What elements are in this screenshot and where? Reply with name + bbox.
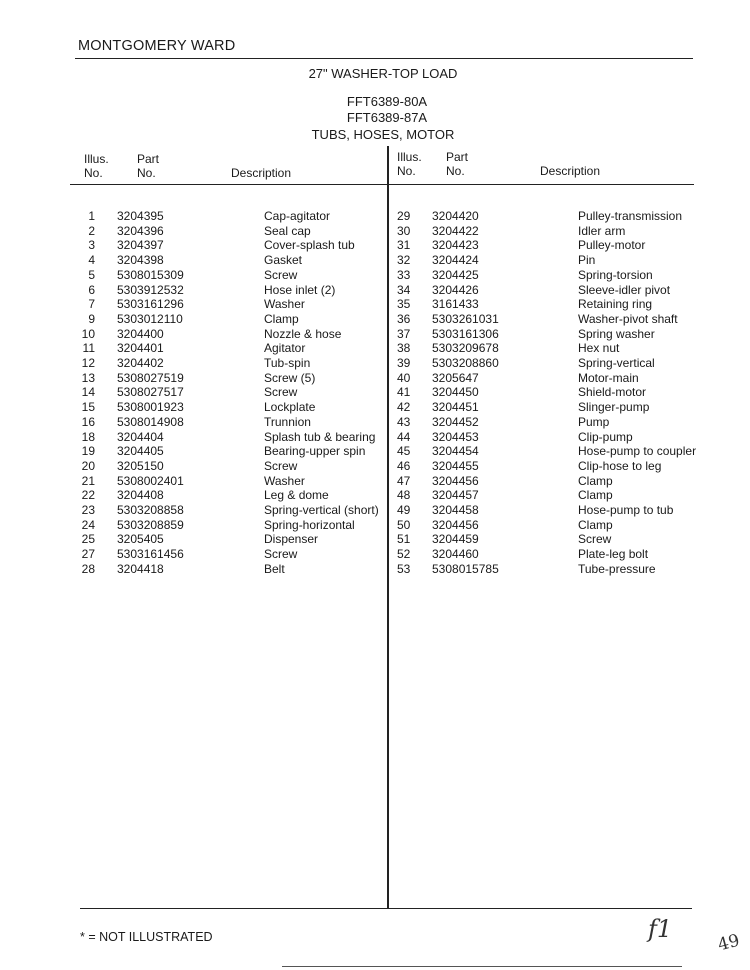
bottom-rule [80, 908, 692, 909]
left-part-no: 3205150 [117, 458, 164, 473]
handwritten-mark-f1: f1 [648, 915, 673, 943]
right-description: Hex nut [578, 341, 620, 356]
left-col-illus-header: Illus. No. [84, 152, 109, 180]
right-description: Screw [578, 532, 612, 547]
right-illus-no: 31 [397, 238, 411, 253]
right-part-no: 3204420 [432, 209, 479, 223]
left-illus-no: 13 [81, 370, 95, 385]
left-illus-no: 4 [88, 253, 95, 268]
right-illus-no: 43 [397, 414, 411, 429]
left-part-no: 3204404 [117, 429, 164, 444]
left-col-desc-header: Description [231, 166, 292, 180]
handwritten-page-number: 49 [715, 930, 742, 956]
left-illus-no: 7 [88, 297, 95, 312]
right-part-no: 3204422 [432, 223, 479, 238]
right-part-no: 3204424 [432, 253, 479, 268]
right-illus-no: 38 [397, 341, 411, 356]
brand-name: MONTGOMERY WARD [78, 38, 236, 54]
left-illus-no: 14 [81, 385, 95, 400]
right-part-no: 3204456 [432, 473, 479, 488]
right-illus-no: 45 [397, 444, 411, 459]
left-description: Washer [264, 473, 305, 488]
left-illus-no: 21 [81, 473, 95, 488]
left-illus-no: 5 [88, 267, 95, 282]
right-part-no: 3204458 [432, 503, 479, 517]
right-part-no: 3204456 [432, 517, 479, 532]
top-rule [75, 58, 693, 59]
footer-rule [282, 966, 682, 967]
right-description: Shield-motor [578, 385, 647, 400]
right-illus-no: 39 [397, 356, 411, 370]
right-part-no: 3204423 [432, 238, 479, 253]
left-part-no: 5308001923 [117, 400, 184, 415]
right-illus-no: 52 [397, 547, 411, 562]
right-illus-no: 37 [397, 326, 411, 341]
right-description: Clamp [578, 517, 613, 532]
left-part-no: 5303208858 [117, 503, 184, 517]
right-col-part-header: Part No. [446, 150, 469, 178]
left-illus-no: 25 [81, 532, 95, 547]
right-illus-no: 30 [397, 223, 411, 238]
left-description: Cap-agitator [264, 209, 331, 223]
left-part-no: 5308002401 [117, 473, 184, 488]
right-part-no: 3204452 [432, 414, 479, 429]
left-illus-no: 19 [81, 444, 95, 459]
left-description: Dispenser [264, 532, 319, 547]
right-part-no: 3161433 [432, 297, 479, 312]
left-illus-no: 2 [88, 223, 95, 238]
right-description: Pin [578, 253, 596, 268]
left-description: Clamp [264, 311, 299, 326]
left-description: Gasket [264, 253, 303, 268]
right-description: Spring washer [578, 326, 655, 341]
right-description: Pulley-motor [578, 238, 646, 253]
left-part-no: 3204396 [117, 223, 164, 238]
not-illustrated-note: * = NOT ILLUSTRATED [80, 930, 213, 944]
right-part-no: 5303161306 [432, 326, 499, 341]
left-illus-no: 28 [81, 561, 95, 576]
left-description: Nozzle & hose [264, 326, 342, 341]
left-part-no: 3204398 [117, 253, 164, 268]
right-description: Clip-hose to leg [578, 458, 662, 473]
left-illus-no: 27 [81, 547, 95, 562]
right-description: Hose-pump to coupler [578, 444, 697, 459]
left-description: Leg & dome [264, 488, 329, 503]
right-description: Tube-pressure [578, 561, 656, 576]
left-col-part-header: Part No. [137, 152, 160, 180]
left-part-no: 3204418 [117, 561, 164, 576]
left-description: Spring-vertical (short) [264, 503, 379, 517]
right-col-desc-header: Description [540, 164, 601, 178]
right-illus-no: 50 [397, 517, 411, 532]
left-description: Hose inlet (2) [264, 282, 336, 297]
right-description: Motor-main [578, 370, 639, 385]
right-illus-no: 42 [397, 400, 411, 415]
left-part-no: 3205405 [117, 532, 164, 547]
left-part-no: 3204405 [117, 444, 164, 459]
right-illus-no: 34 [397, 282, 411, 297]
left-part-no: 3204408 [117, 488, 164, 503]
right-part-no: 3205647 [432, 370, 479, 385]
model-number-1: FFT6389-80A [346, 94, 428, 109]
right-illus-no: 49 [397, 503, 411, 517]
right-illus-no: 53 [397, 561, 411, 576]
right-part-no: 3204450 [432, 385, 479, 400]
right-illus-no: 44 [397, 429, 411, 444]
left-description: Seal cap [264, 223, 311, 238]
right-illus-no: 46 [397, 458, 411, 473]
model-number-2: FFT6389-87A [346, 110, 428, 125]
right-description: Pulley-transmission [578, 209, 683, 223]
left-description: Lockplate [264, 400, 316, 415]
right-col-illus-header: Illus. No. [397, 150, 422, 178]
left-description: Splash tub & bearing [264, 429, 376, 444]
right-description: Clamp [578, 488, 613, 503]
left-illus-no: 6 [88, 282, 95, 297]
left-illus-no: 10 [81, 326, 95, 341]
left-part-no: 3204397 [117, 238, 164, 253]
right-part-no: 3204457 [432, 488, 479, 503]
left-description: Belt [264, 561, 285, 576]
right-illus-no: 51 [397, 532, 411, 547]
left-illus-no: 12 [81, 356, 95, 370]
right-part-no: 5308015785 [432, 561, 499, 576]
right-part-no: 3204459 [432, 532, 479, 547]
left-part-no: 3204402 [117, 356, 164, 370]
right-description: Pump [578, 414, 610, 429]
left-illus-no: 18 [81, 429, 95, 444]
right-illus-no: 40 [397, 370, 411, 385]
right-description: Idler arm [578, 223, 626, 238]
left-description: Bearing-upper spin [264, 444, 366, 459]
section-title: TUBS, HOSES, MOTOR [311, 127, 455, 142]
right-description: Washer-pivot shaft [578, 311, 678, 326]
right-description: Spring-vertical [578, 356, 655, 370]
left-illus-no: 16 [81, 414, 95, 429]
right-description: Clip-pump [578, 429, 633, 444]
right-illus-no: 29 [397, 209, 411, 223]
right-part-no: 5303261031 [432, 311, 499, 326]
right-part-no: 5303208860 [432, 356, 499, 370]
left-description: Washer [264, 297, 305, 312]
right-part-no: 3204454 [432, 444, 479, 459]
right-description: Slinger-pump [578, 400, 650, 415]
right-part-no: 3204453 [432, 429, 479, 444]
left-description: Cover-splash tub [264, 238, 355, 253]
left-illus-no: 22 [81, 488, 95, 503]
left-part-no: 3204401 [117, 341, 164, 356]
left-part-no: 5308015309 [117, 267, 184, 282]
right-illus-no: 33 [397, 267, 411, 282]
right-description: Spring-torsion [578, 267, 653, 282]
left-illus-no: 9 [88, 311, 95, 326]
left-part-no: 5308014908 [117, 414, 184, 429]
left-description: Spring-horizontal [264, 517, 355, 532]
right-part-no: 3204451 [432, 400, 479, 415]
right-illus-no: 41 [397, 385, 411, 400]
left-part-no: 5303208859 [117, 517, 184, 532]
left-illus-no: 3 [88, 238, 95, 253]
left-description: Screw [264, 385, 298, 400]
right-parts-table [0, 209, 750, 589]
right-part-no: 3204425 [432, 267, 479, 282]
left-illus-no: 20 [81, 458, 95, 473]
right-description: Sleeve-idler pivot [578, 282, 671, 297]
left-description: Screw [264, 547, 298, 562]
right-description: Hose-pump to tub [578, 503, 674, 517]
left-part-no: 3204395 [117, 209, 164, 223]
right-part-no: 5303209678 [432, 341, 499, 356]
left-illus-no: 23 [81, 503, 95, 517]
right-illus-no: 47 [397, 473, 411, 488]
left-description: Agitator [264, 341, 306, 356]
left-part-no: 3204400 [117, 326, 164, 341]
left-illus-no: 11 [82, 341, 95, 356]
right-description: Plate-leg bolt [578, 547, 649, 562]
left-illus-no: 24 [81, 517, 95, 532]
left-description: Screw [264, 267, 298, 282]
header-rule [70, 184, 694, 185]
right-illus-no: 48 [397, 488, 411, 503]
left-part-no: 5303161296 [117, 297, 184, 312]
left-part-no: 5308027517 [117, 385, 184, 400]
left-illus-no: 1 [88, 209, 95, 223]
document-title: 27" WASHER-TOP LOAD [308, 66, 458, 81]
right-illus-no: 32 [397, 253, 411, 268]
right-description: Clamp [578, 473, 613, 488]
left-description: Screw [264, 458, 298, 473]
right-description: Retaining ring [578, 297, 653, 312]
right-illus-no: 35 [397, 297, 411, 312]
right-part-no: 3204426 [432, 282, 479, 297]
left-part-no: 5308027519 [117, 370, 184, 385]
right-illus-no: 36 [397, 311, 411, 326]
left-part-no: 5303012110 [117, 311, 183, 326]
left-description: Trunnion [264, 414, 311, 429]
left-illus-no: 15 [81, 400, 95, 415]
left-part-no: 5303912532 [117, 282, 184, 297]
right-part-no: 3204455 [432, 458, 479, 473]
right-part-no: 3204460 [432, 547, 479, 562]
left-description: Screw (5) [264, 370, 316, 385]
left-description: Tub-spin [264, 356, 311, 370]
left-part-no: 5303161456 [117, 547, 184, 562]
